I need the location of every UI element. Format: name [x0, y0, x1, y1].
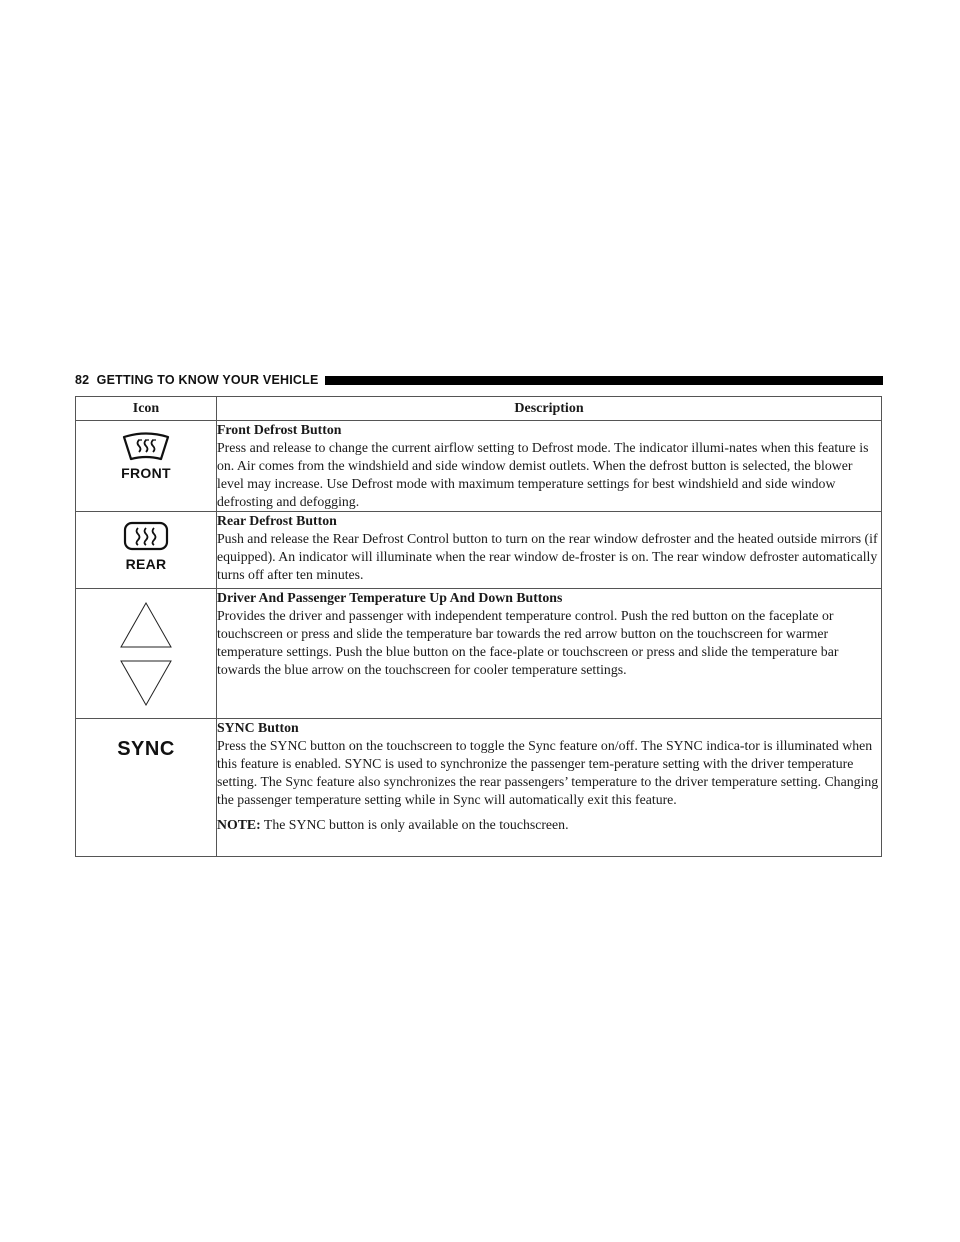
row-title: SYNC Button — [217, 720, 299, 735]
rear-window-icon — [122, 520, 170, 552]
note-label: NOTE: — [217, 817, 261, 832]
table-header-row — [76, 397, 882, 421]
row-text: Press and release to change the current airflow setting to Defrost mode. The indicator illumi-nates when this feature is on. Air comes from the windshield and side window demist outlets. When the defrost button is selected, the blower level may increase. Use Defrost mode with maximum temperature settings for best windshield and side window defrosting and defogging. — [217, 440, 869, 509]
sync-icon: SYNC — [117, 738, 175, 760]
description-cell — [217, 421, 882, 512]
column-header-description: Description — [217, 397, 882, 421]
icon-cell — [76, 719, 217, 857]
row-title: Driver And Passenger Temperature Up And Down Buttons — [217, 590, 563, 605]
page-header — [75, 371, 883, 389]
front-icon-caption: FRONT — [121, 465, 171, 481]
table-row — [76, 719, 882, 857]
row-title: Rear Defrost Button — [217, 513, 337, 528]
temperature-up-icon — [121, 603, 171, 647]
icon-cell — [76, 589, 217, 719]
section-title: GETTING TO KNOW YOUR VEHICLE — [96, 373, 319, 387]
header-rule — [325, 376, 884, 385]
icon-cell — [76, 512, 217, 589]
front-defrost-icon — [118, 431, 174, 482]
icon-cell — [76, 421, 217, 512]
note — [217, 816, 881, 834]
rear-icon-caption: REAR — [125, 556, 167, 572]
temperature-down-icon — [121, 661, 171, 705]
row-text: Push and release the Rear Defrost Control button to turn on the rear window defroster and the heated outside mirrors (if equipped). An indicator will illuminate when the rear window de-froster is on. The rear window defroster automatically turns off after ten minutes. — [217, 531, 878, 582]
note-text: The SYNC button is only available on the touchscreen. — [263, 817, 569, 832]
description-cell — [217, 512, 882, 589]
temperature-up-down-icon — [76, 589, 216, 718]
description-cell — [217, 589, 882, 719]
page-number: 82 — [75, 373, 90, 387]
page-header-text — [75, 373, 319, 387]
table-row — [76, 589, 882, 719]
description-cell — [217, 719, 882, 857]
icon-description-table — [75, 396, 882, 857]
windshield-icon — [118, 431, 174, 461]
table-row — [76, 421, 882, 512]
row-text: Press the SYNC button on the touchscreen to toggle the Sync feature on/off. The SYNC indica-tor is illuminated when this feature is enabled. SYNC is used to synchronize the passenger tem-perature setting with the driver temperature setting. The Sync feature also synchronizes the rear passengers’ temperature to the driver temperature setting. Changing the passenger temperature setting while in Sync will automatically exit this feature. — [217, 738, 879, 807]
row-title: Front Defrost Button — [217, 422, 342, 437]
column-header-icon: Icon — [76, 397, 217, 421]
table-row — [76, 512, 882, 589]
temperature-arrows-icon — [116, 595, 176, 713]
row-text: Provides the driver and passenger with independent temperature control. Push the red button on the faceplate or touchscreen or press and slide the temperature bar towards the red arrow button on the touchscreen for warmer temperature settings. Push the blue button on the face-plate or touchscreen or press and slide the temperature bar towards the blue arrow on the touchscreen for cooler temperature settings. — [217, 608, 839, 677]
rear-defrost-icon — [122, 520, 170, 573]
